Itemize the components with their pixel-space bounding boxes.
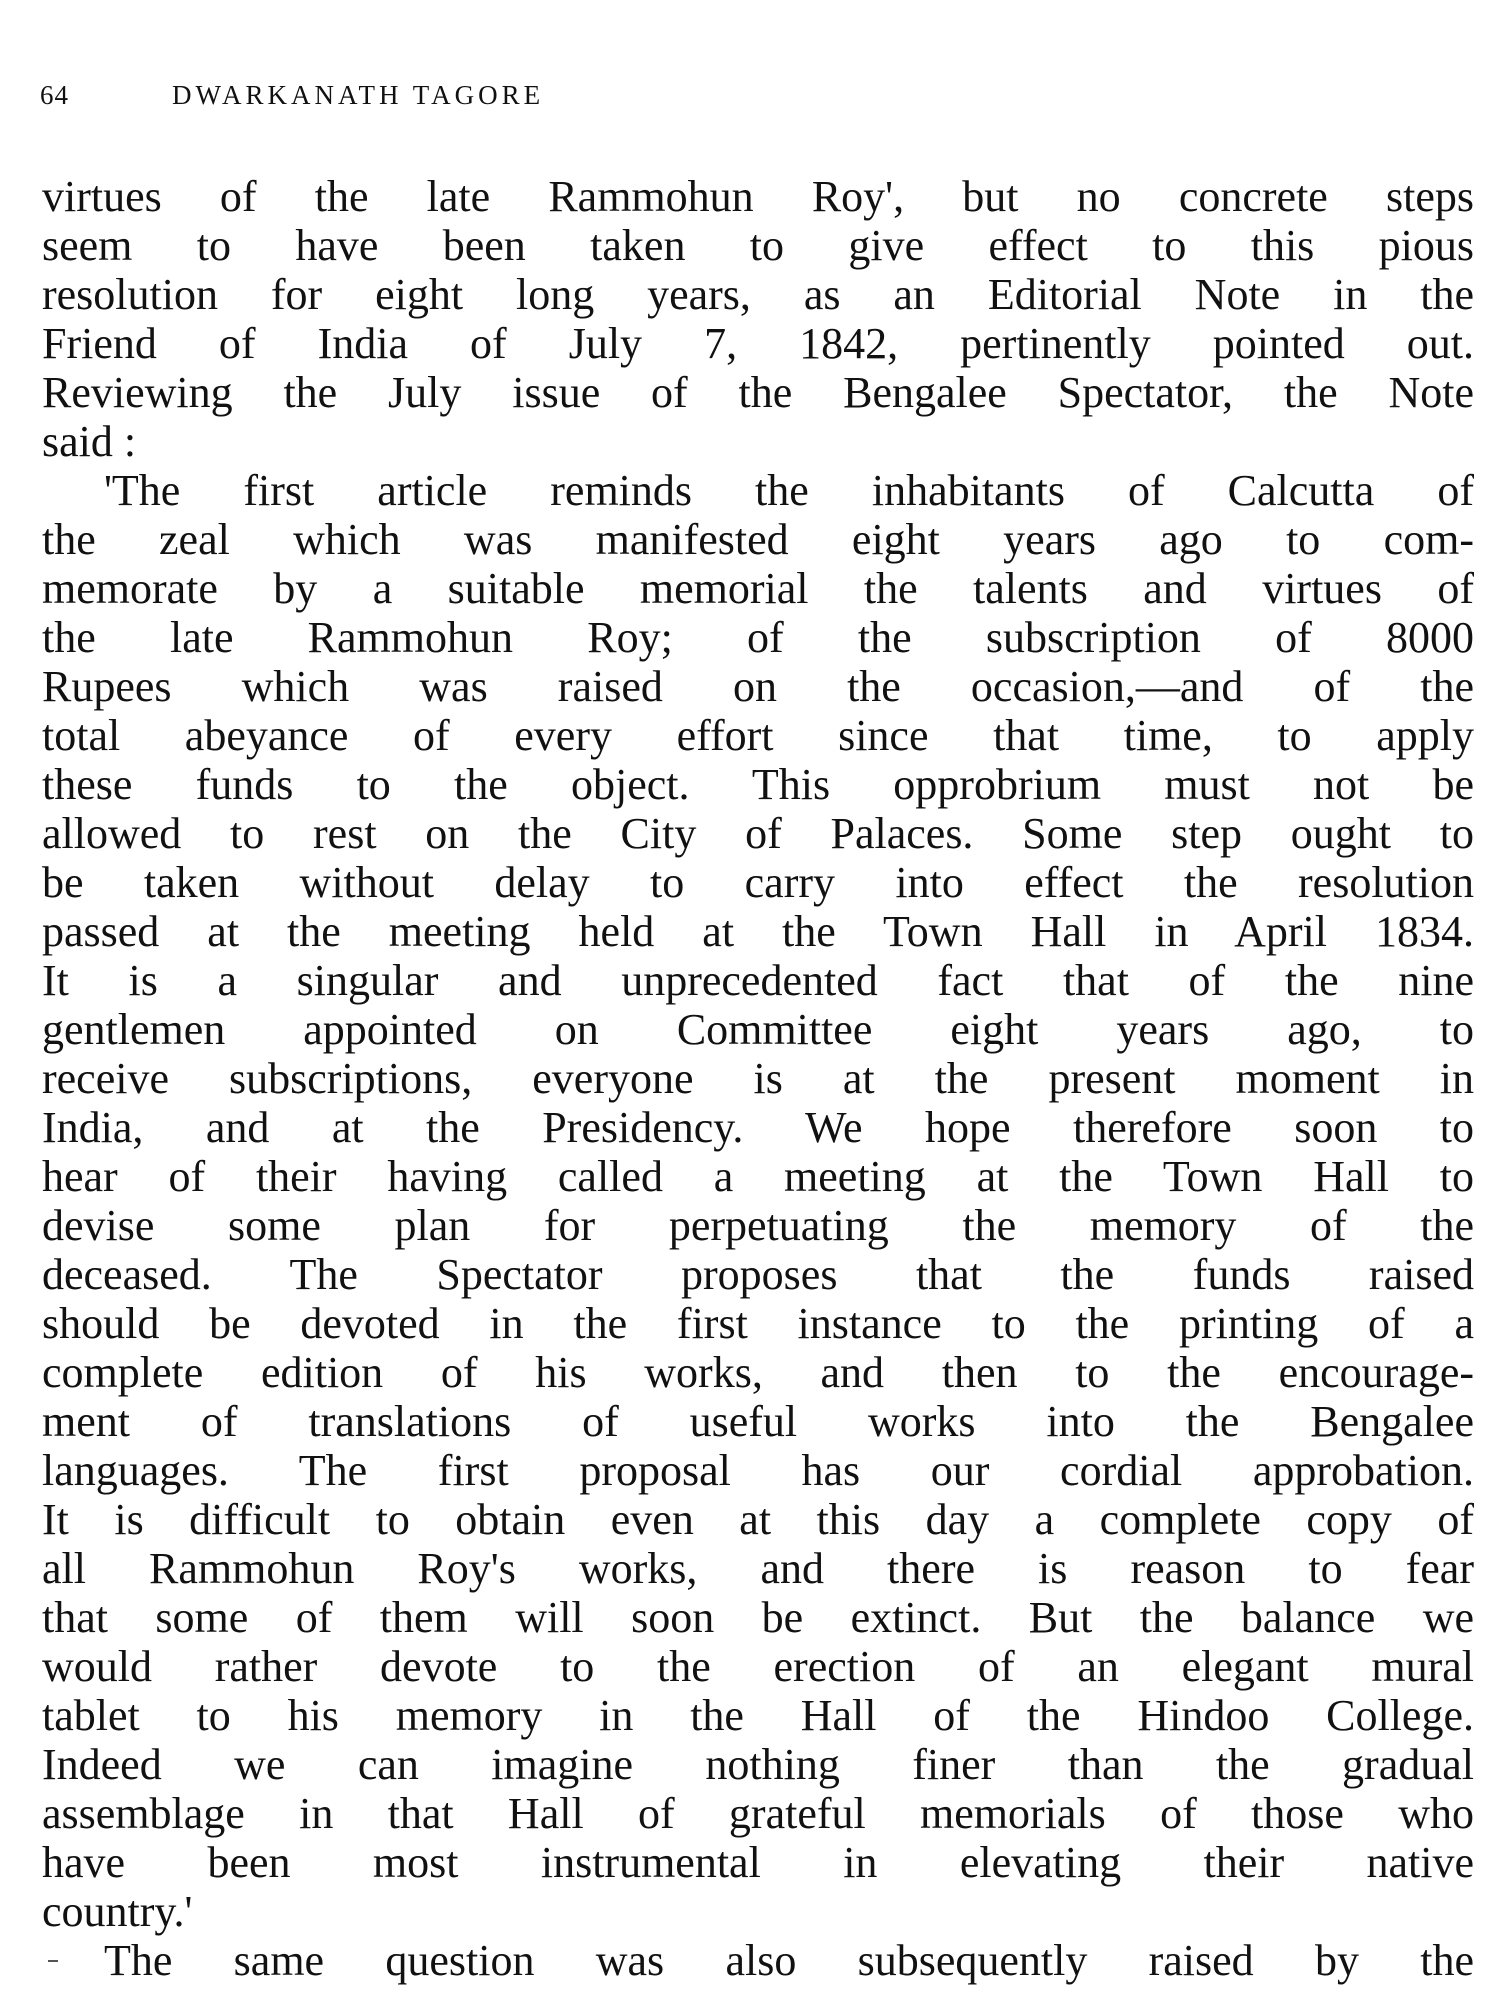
text-line: country.' [42, 1887, 193, 1936]
text-line: 'The first article reminds the inhabitants of Calcutta of [104, 466, 1474, 515]
text-line: complete edition of his works, and then to the encourage- [42, 1348, 1474, 1397]
text-line: It is a singular and unprecedented fact that of the nine [42, 956, 1474, 1005]
text-line: ment of translations of useful works into the Bengalee [42, 1397, 1474, 1446]
text-line: would rather devote to the erection of an elegant mural [42, 1642, 1474, 1691]
text-line: be taken without delay to carry into effect the resolution [42, 858, 1474, 907]
text-line: assemblage in that Hall of grateful memorials of those who [42, 1789, 1474, 1838]
text-line: receive subscriptions, everyone is at the present moment in [42, 1054, 1474, 1103]
scan-speck [48, 1960, 58, 1962]
text-line: the zeal which was manifested eight years ago to com- [42, 515, 1474, 564]
text-line: said : [42, 417, 137, 466]
text-line: total abeyance of every effort since that time, to apply [42, 711, 1474, 760]
text-line: that some of them will soon be extinct. But the balance we [42, 1593, 1474, 1642]
text-line: have been most instrumental in elevating their native [42, 1838, 1474, 1887]
text-line: passed at the meeting held at the Town Hall in April 1834. [42, 907, 1474, 956]
text-line: seem to have been taken to give effect to this pious [42, 221, 1474, 270]
text-line: It is difficult to obtain even at this day a complete copy of [42, 1495, 1474, 1544]
text-line: The same question was also subsequently raised by the [104, 1936, 1474, 1985]
running-head [40, 78, 544, 112]
text-line: devise some plan for perpetuating the memory of the [42, 1201, 1474, 1250]
body-text [42, 172, 1474, 1985]
text-line: should be devoted in the first instance to the printing of a [42, 1299, 1474, 1348]
text-line: Rupees which was raised on the occasion,—and of the [42, 662, 1474, 711]
text-line: tablet to his memory in the Hall of the Hindoo College. [42, 1691, 1474, 1740]
book-title: DWARKANATH TAGORE [172, 80, 545, 110]
text-line: deceased. The Spectator proposes that the funds raised [42, 1250, 1474, 1299]
text-line: resolution for eight long years, as an Editorial Note in the [42, 270, 1474, 319]
page-number: 64 [40, 80, 69, 110]
text-line: India, and at the Presidency. We hope therefore soon to [42, 1103, 1474, 1152]
text-line: virtues of the late Rammohun Roy', but no concrete steps [42, 172, 1474, 221]
text-line: Indeed we can imagine nothing finer than the gradual [42, 1740, 1474, 1789]
text-line: allowed to rest on the City of Palaces. Some step ought to [42, 809, 1474, 858]
text-line: hear of their having called a meeting at the Town Hall to [42, 1152, 1474, 1201]
text-line: Friend of India of July 7, 1842, pertinently pointed out. [42, 319, 1474, 368]
text-line: gentlemen appointed on Committee eight years ago, to [42, 1005, 1474, 1054]
text-line: all Rammohun Roy's works, and there is reason to fear [42, 1544, 1474, 1593]
text-line: Reviewing the July issue of the Bengalee Spectator, the Note [42, 368, 1474, 417]
text-line: these funds to the object. This opprobrium must not be [42, 760, 1474, 809]
text-line: memorate by a suitable memorial the talents and virtues of [42, 564, 1474, 613]
text-line: languages. The first proposal has our cordial approbation. [42, 1446, 1474, 1495]
text-line: the late Rammohun Roy; of the subscription of 8000 [42, 613, 1474, 662]
